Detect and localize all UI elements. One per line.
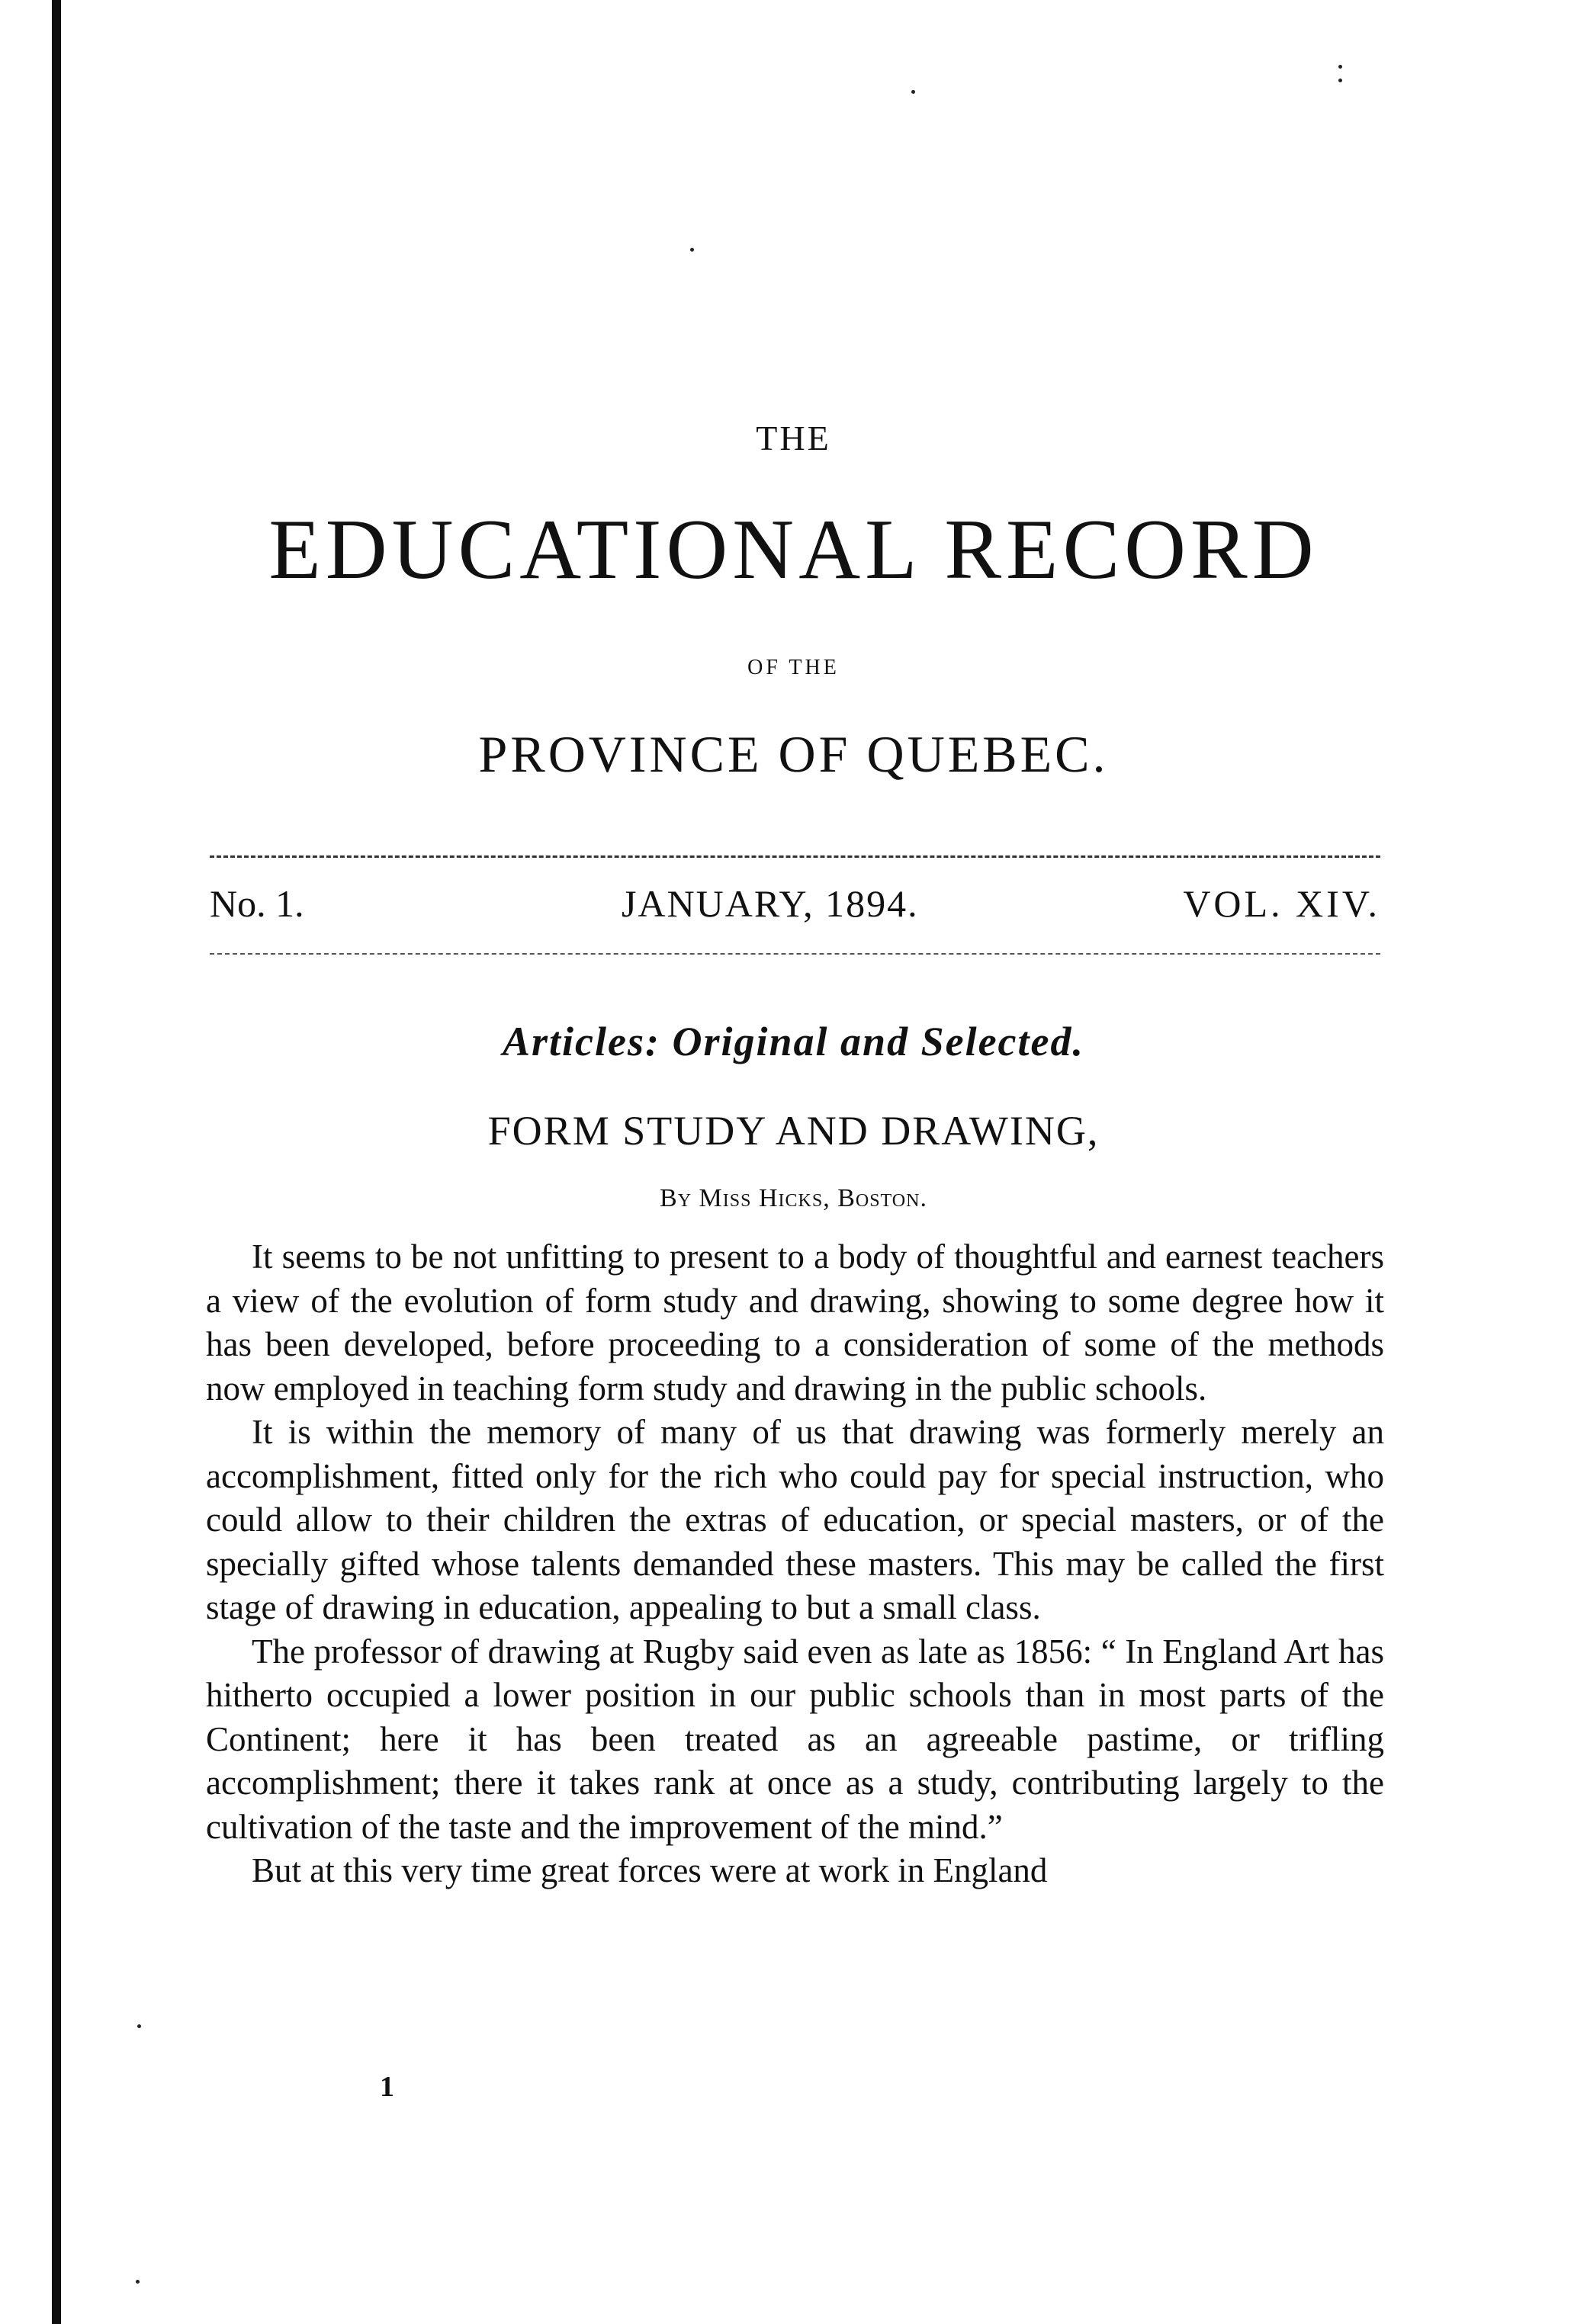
page-binding-edge (52, 0, 61, 2324)
body-paragraph: It is within the memory of many of us that drawing was formerly merely an accomplishment, fitted only for the rich who could pay for special instruction, who could allow to their children the extras of education, or special masters, or of the specially gifted whose talents demanded these masters. This may be called the first stage of drawing in education, appealing to but a small class. (206, 1413, 1384, 1626)
body-paragraph: The professor of drawing at Rugby said even as late as 1856: “ In England Art has hitherto occupied a lower position in our public schools than in most parts of the Continent; here it has been treated as an agreeable pastime, or trifling accomplishment; there it takes rank at once as a study, contributing largely to the cultivation of the taste and the improvement of the mind.” (206, 1632, 1384, 1846)
body-paragraph: But at this very time great forces were at work in England (252, 1851, 1048, 1889)
article-title: FORM STUDY AND DRAWING, (487, 1108, 1100, 1154)
masthead-journal-title: EDUCATIONAL RECORD (268, 502, 1319, 597)
masthead-the: THE (756, 419, 831, 457)
masthead-of-the: OF THE (747, 656, 840, 679)
masthead-rule-bottom (210, 953, 1380, 955)
masthead-rule-top (210, 855, 1380, 858)
issue-date: JANUARY, 1894. (622, 882, 919, 925)
print-speck (1338, 79, 1342, 82)
page-number: 1 (380, 2071, 394, 2103)
section-heading: Articles: Original and Selected. (503, 1019, 1084, 1064)
issue-volume: VOL. XIV. (1183, 882, 1380, 925)
print-speck (911, 90, 915, 94)
masthead-province: PROVINCE OF QUEBEC. (478, 725, 1109, 783)
print-speck (690, 248, 694, 252)
article-byline: By Miss Hicks, Boston. (660, 1184, 927, 1212)
issue-number: No. 1. (210, 882, 304, 925)
article-body (206, 1235, 1384, 1893)
print-speck (1338, 65, 1342, 69)
body-paragraph: It seems to be not unfitting to present to a body of thoughtful and earnest teachers a view of the evolution of form study and drawing, showing to some degree how it has been developed, before proceeding to a consideration of some of the methods now employed in teaching form study and drawing in the public schools. (206, 1237, 1384, 1408)
print-speck (136, 2280, 140, 2284)
print-speck (137, 2024, 141, 2028)
